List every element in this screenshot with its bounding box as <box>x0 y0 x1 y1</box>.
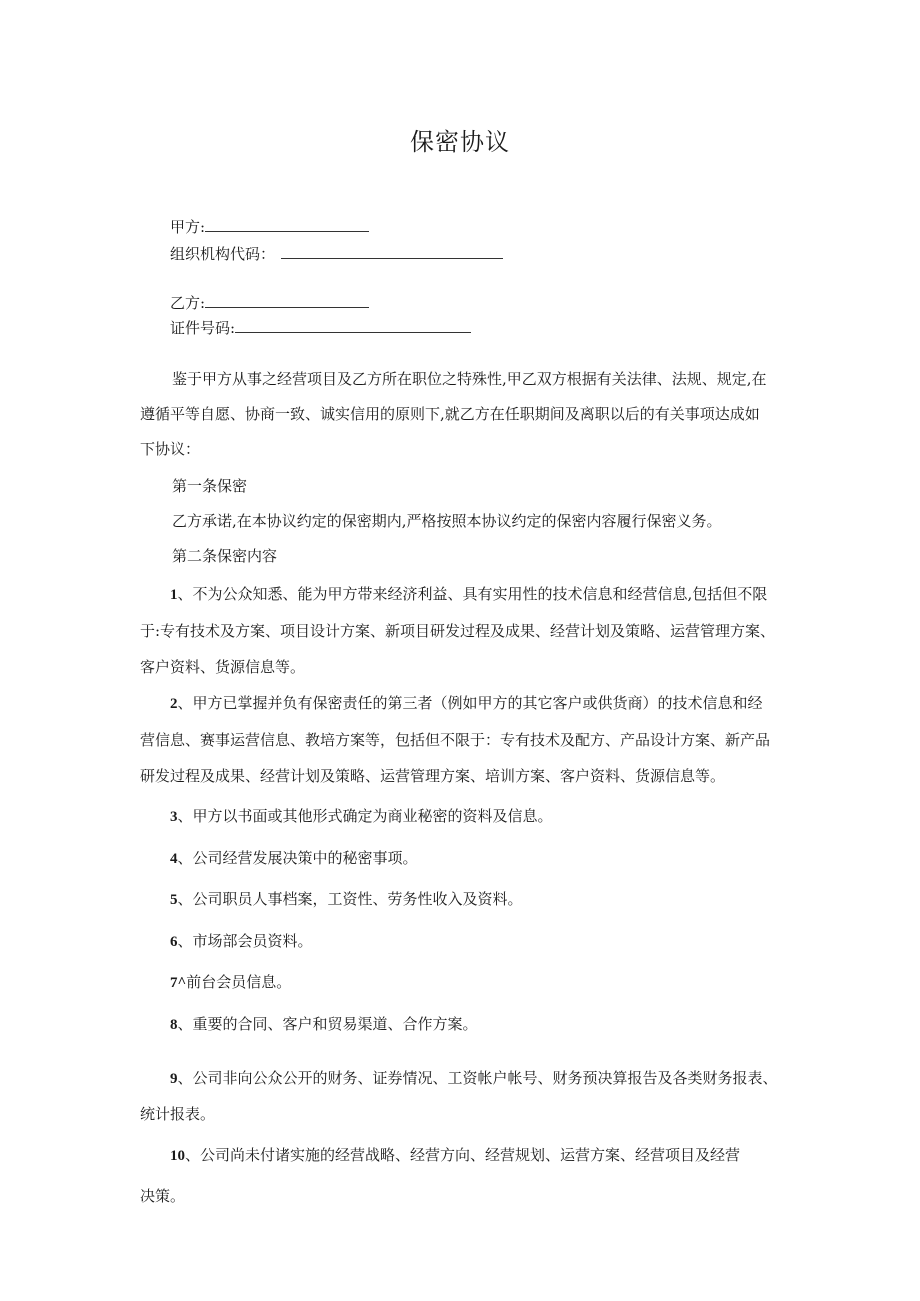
article1-title: 第一条保密 <box>172 477 248 495</box>
intro-line: 鉴于甲方从事之经营项目及乙方所在职位之特殊性,甲乙双方根据有关法律、法规、规定,在 <box>172 370 767 388</box>
item-text: 前台会员信息。 <box>186 973 292 991</box>
org-code-field <box>170 243 503 264</box>
list-item-5 <box>170 889 523 910</box>
item-number: 6 <box>170 934 178 950</box>
article2-title: 第二条保密内容 <box>172 547 278 565</box>
item-line: 决策。 <box>140 1187 186 1205</box>
intro-line: 下协议： <box>140 440 201 458</box>
item-text: 、甲方已掌握并负有保密责任的第三者（例如甲方的其它客户或供货商）的技术信息和经 <box>177 694 763 712</box>
item-text: 、公司职员人事档案，工资性、劳务性收入及资料。 <box>177 890 523 908</box>
article1-text: 乙方承诺,在本协议约定的保密期内,严格按照本协议约定的保密内容履行保密义务。 <box>172 512 722 530</box>
item-number: 4 <box>170 851 178 867</box>
list-item-10 <box>170 1145 740 1166</box>
intro-line: 遵循平等自愿、协商一致、诚实信用的原则下,就乙方在任职期间及离职以后的有关事项达成如 <box>140 405 760 423</box>
item-line: 研发过程及成果、经营计划及策略、运营管理方案、培训方案、客户资料、货源信息等。 <box>140 767 726 785</box>
party-b-field <box>170 292 369 313</box>
party-a-blank <box>205 230 369 232</box>
item-line: 统计报表。 <box>140 1105 216 1123</box>
id-number-field <box>170 317 471 338</box>
item-text: 、公司经营发展决策中的秘密事项。 <box>177 849 418 867</box>
item-number: 3 <box>170 809 178 825</box>
item-line: 于:专有技术及方案、项目设计方案、新项目研发过程及成果、经营计划及策略、运营管理方案、 <box>140 622 776 640</box>
list-item-9 <box>170 1068 778 1089</box>
item-text: 、公司尚未付诸实施的经营战略、经营方向、经营规划、运营方案、经营项目及经营 <box>185 1146 741 1164</box>
org-code-label: 组织机构代码： <box>170 245 276 263</box>
list-item-2 <box>170 693 763 714</box>
item-number: 10 <box>170 1148 185 1164</box>
document-title: 保密协议 <box>410 128 510 156</box>
list-item-1 <box>170 584 767 605</box>
party-a-label: 甲方: <box>170 218 206 236</box>
item-text: 、甲方以书面或其他形式确定为商业秘密的资料及信息。 <box>177 807 553 825</box>
item-number: 7^ <box>170 975 187 991</box>
item-text: 、不为公众知悉、能为甲方带来经济利益、具有实用性的技术信息和经营信息,包括但不限 <box>177 585 768 603</box>
item-number: 2 <box>170 696 178 712</box>
item-number: 8 <box>170 1017 178 1033</box>
party-b-blank <box>205 306 369 308</box>
item-line: 营信息、赛事运营信息、教培方案等，包括但不限于：专有技术及配方、产品设计方案、新产品 <box>140 731 771 749</box>
party-a-field <box>170 216 369 237</box>
list-item-7 <box>170 972 291 993</box>
list-item-4 <box>170 848 418 869</box>
party-b-label: 乙方: <box>170 294 206 312</box>
id-number-label: 证件号码: <box>170 319 236 337</box>
item-line: 客户资料、货源信息等。 <box>140 658 306 676</box>
id-number-blank <box>235 331 471 333</box>
item-number: 9 <box>170 1071 178 1087</box>
list-item-3 <box>170 806 553 827</box>
list-item-8 <box>170 1014 478 1035</box>
item-text: 、重要的合同、客户和贸易渠道、合作方案。 <box>177 1015 478 1033</box>
item-number: 5 <box>170 892 178 908</box>
list-item-6 <box>170 931 313 952</box>
item-text: 、公司非向公众公开的财务、证券情况、工资帐户帐号、财务预决算报告及各类财务报表、 <box>177 1069 778 1087</box>
item-number: 1 <box>170 587 178 603</box>
item-text: 、市场部会员资料。 <box>177 932 313 950</box>
org-code-blank <box>281 257 503 259</box>
